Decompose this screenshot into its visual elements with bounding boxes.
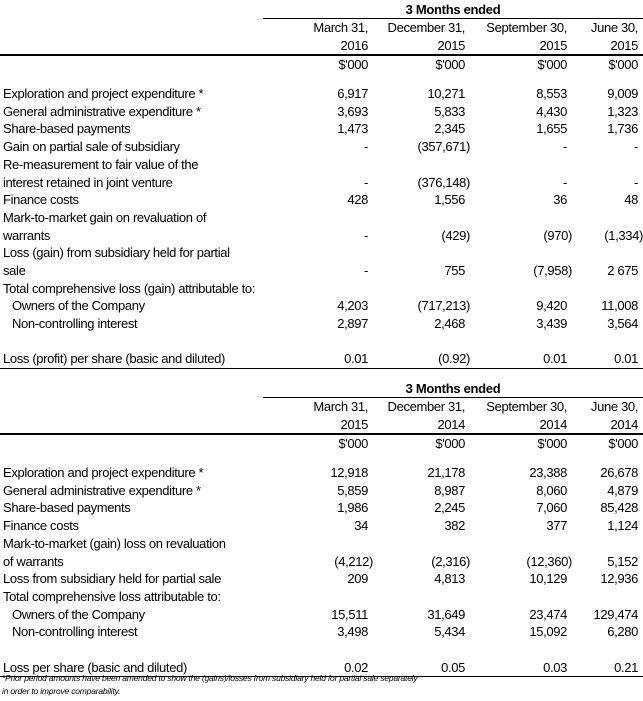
value-text: 6,917 xyxy=(337,86,368,102)
value-text: 6,280 xyxy=(607,624,638,640)
row-value xyxy=(372,227,468,245)
blank-cell xyxy=(0,398,263,416)
value-text: 34 xyxy=(354,518,368,534)
date-header xyxy=(0,19,643,56)
value-text: 5,833 xyxy=(434,103,465,119)
value-text: 129,474 xyxy=(593,606,638,622)
row-value xyxy=(372,138,468,156)
row-value xyxy=(468,227,570,245)
table-row xyxy=(0,209,643,227)
row-label: Exploration and project expenditure * xyxy=(3,465,204,481)
value-text: 382 xyxy=(444,518,465,534)
row-value xyxy=(468,297,570,315)
blank-cell xyxy=(0,435,263,453)
date-header-row xyxy=(0,398,643,416)
table-body xyxy=(0,85,643,369)
value-text: 10,129 xyxy=(529,571,567,587)
value-text: (12,360) xyxy=(526,553,572,569)
row-value xyxy=(263,120,372,138)
row-value xyxy=(263,174,372,192)
row-label: Owners of the Company xyxy=(12,606,145,622)
table-body xyxy=(0,464,643,677)
row-value xyxy=(372,499,468,517)
value-text: 1,124 xyxy=(607,518,638,534)
row-value xyxy=(372,464,468,482)
row-value xyxy=(570,120,643,138)
value-text: 4,813 xyxy=(434,571,465,587)
value-text: 2,345 xyxy=(434,121,465,137)
table-row xyxy=(0,138,643,156)
value-text: 85,428 xyxy=(600,500,638,516)
row-value xyxy=(570,227,643,245)
row-value xyxy=(570,464,643,482)
row-value xyxy=(570,570,643,588)
unit-label: $'000 xyxy=(338,436,368,452)
value-text: (970) xyxy=(543,227,572,243)
row-value xyxy=(468,138,570,156)
blank-cell xyxy=(0,37,263,55)
row-value xyxy=(468,350,570,368)
value-text: 428 xyxy=(347,192,368,208)
row-value xyxy=(263,191,372,209)
unit-label: $'000 xyxy=(435,57,465,73)
spacer xyxy=(0,333,643,351)
value-text: 23,474 xyxy=(529,606,567,622)
row-value xyxy=(468,606,570,624)
value-text: - xyxy=(364,174,368,190)
row-value xyxy=(263,138,372,156)
value-text: 1,655 xyxy=(536,121,567,137)
table-row xyxy=(0,174,643,192)
value-text: 2,468 xyxy=(434,316,465,331)
row-value xyxy=(372,350,468,368)
table-row xyxy=(0,570,643,588)
column-date: 2015 xyxy=(539,37,567,53)
row-value xyxy=(570,174,643,192)
row-value xyxy=(468,570,570,588)
value-text: 15,511 xyxy=(331,606,368,622)
date-header-row xyxy=(0,416,643,434)
table-row xyxy=(0,553,643,571)
row-value xyxy=(570,315,643,333)
row-value xyxy=(372,85,468,103)
row-value xyxy=(372,315,468,333)
row-label: Non-controlling interest xyxy=(12,624,138,640)
column-date: September 30, xyxy=(486,20,567,35)
row-label: Loss (profit) per share (basic and diluted) xyxy=(3,351,225,367)
row-value xyxy=(468,499,570,517)
column-date: March 31, xyxy=(313,20,368,35)
value-text: 209 xyxy=(347,571,368,587)
value-text: 7,060 xyxy=(536,500,567,516)
financial-table-2016-2015 xyxy=(0,1,643,369)
date-header-row xyxy=(0,37,643,55)
row-value xyxy=(468,482,570,500)
row-value xyxy=(570,499,643,517)
row-label: Owners of the Company xyxy=(12,298,145,314)
value-text: (1,334) xyxy=(604,227,643,243)
row-value xyxy=(468,464,570,482)
value-text: 8,553 xyxy=(536,86,567,102)
value-text: 0.21 xyxy=(614,659,638,675)
row-value xyxy=(468,553,570,571)
row-label: Finance costs xyxy=(3,518,79,534)
row-value xyxy=(372,297,468,315)
value-text: 3,564 xyxy=(607,316,638,331)
table-row xyxy=(0,588,643,606)
value-text: (0.92) xyxy=(438,351,470,367)
row-value xyxy=(468,174,570,192)
value-text: 9,420 xyxy=(536,298,567,314)
row-label: Total comprehensive loss attributable to: xyxy=(3,588,221,604)
row-value xyxy=(570,659,643,677)
row-value xyxy=(372,262,468,280)
row-value xyxy=(468,85,570,103)
row-label: Loss (gain) from subsidiary held for partial xyxy=(3,245,230,261)
row-label: General administrative expenditure * xyxy=(3,103,201,119)
value-text: 8,060 xyxy=(536,482,567,498)
footnote-line-2: in order to improve comparability. xyxy=(2,686,121,696)
value-text: 4,879 xyxy=(607,482,638,498)
row-value xyxy=(468,517,570,535)
value-text: 377 xyxy=(546,518,567,534)
value-text: 36 xyxy=(553,192,567,208)
column-date: 2014 xyxy=(437,416,465,432)
value-text: 26,678 xyxy=(600,465,638,481)
row-value xyxy=(570,623,643,641)
row-value xyxy=(263,103,372,121)
value-text: - xyxy=(364,139,368,155)
row-value xyxy=(570,553,643,571)
value-text: 0.01 xyxy=(543,351,567,367)
spacer xyxy=(0,453,643,464)
row-value xyxy=(570,517,643,535)
value-text: 4,430 xyxy=(536,103,567,119)
row-label: Loss from subsidiary held for partial sale xyxy=(3,571,221,587)
table-row xyxy=(0,227,643,245)
value-text: 3,439 xyxy=(536,316,567,331)
table-row xyxy=(0,535,643,553)
column-date: 2015 xyxy=(340,416,368,432)
value-text: 5,859 xyxy=(337,482,368,498)
table-row xyxy=(0,517,643,535)
row-value xyxy=(263,553,372,571)
row-value xyxy=(263,623,372,641)
row-label: Mark-to-market (gain) loss on revaluation xyxy=(3,535,226,551)
row-value xyxy=(263,85,372,103)
value-text: 15,092 xyxy=(529,624,567,640)
column-date: June 30, xyxy=(590,399,638,414)
value-text: 0.02 xyxy=(344,659,368,675)
value-text: 11,008 xyxy=(601,298,638,314)
row-value xyxy=(372,120,468,138)
column-date: December 31, xyxy=(387,20,465,35)
row-value xyxy=(570,297,643,315)
value-text: 1,986 xyxy=(337,500,368,516)
table-row xyxy=(0,103,643,121)
row-label: Exploration and project expenditure * xyxy=(3,86,204,102)
value-text: 9,009 xyxy=(607,86,638,102)
value-text: 0.05 xyxy=(441,659,465,675)
row-value xyxy=(263,297,372,315)
unit-label: $'000 xyxy=(608,57,638,73)
table-row xyxy=(0,315,643,333)
column-date: 2015 xyxy=(610,37,638,53)
row-label: interest retained in joint venture xyxy=(3,174,173,190)
row-value xyxy=(372,553,468,571)
row-value xyxy=(372,191,468,209)
blank-cell xyxy=(0,56,263,74)
row-label: Total comprehensive loss (gain) attributable to: xyxy=(3,280,256,296)
value-text: 1,323 xyxy=(607,103,638,119)
table-title: 3 Months ended xyxy=(263,380,643,398)
column-date: 2016 xyxy=(340,37,368,53)
unit-label: $'000 xyxy=(608,436,638,452)
spacer xyxy=(0,74,643,85)
row-value xyxy=(263,315,372,333)
row-value xyxy=(263,227,372,245)
value-text: 1,556 xyxy=(434,192,465,208)
value-text: 12,918 xyxy=(330,465,368,481)
row-label: warrants xyxy=(3,227,51,243)
row-value xyxy=(570,138,643,156)
row-value xyxy=(570,103,643,121)
value-text: 5,434 xyxy=(434,624,465,640)
table-row xyxy=(0,280,643,298)
column-date: 2014 xyxy=(610,416,638,432)
table-row xyxy=(0,482,643,500)
row-value xyxy=(263,517,372,535)
value-text: 3,498 xyxy=(337,624,368,640)
value-text: 0.01 xyxy=(344,351,368,367)
value-text: - xyxy=(364,227,368,243)
value-text: 48 xyxy=(624,192,638,208)
value-text: 5,152 xyxy=(607,553,638,569)
unit-label: $'000 xyxy=(338,57,368,73)
value-text: (357,671) xyxy=(417,139,470,155)
value-text: 8,987 xyxy=(434,482,465,498)
column-date: September 30, xyxy=(486,399,567,414)
value-text: (717,213) xyxy=(417,298,470,314)
table-row xyxy=(0,350,643,368)
row-label: Share-based payments xyxy=(3,500,131,516)
value-text: (376,148) xyxy=(417,174,470,190)
value-text: 2 675 xyxy=(607,262,638,278)
row-label: Loss per share (basic and diluted) xyxy=(3,659,187,675)
row-value xyxy=(468,623,570,641)
financial-table-2015-2014 xyxy=(0,380,643,677)
row-label: General administrative expenditure * xyxy=(3,482,201,498)
unit-label: $'000 xyxy=(537,57,567,73)
date-header xyxy=(0,398,643,435)
value-text: (7,958) xyxy=(533,262,572,278)
row-value xyxy=(570,350,643,368)
row-value xyxy=(570,85,643,103)
spacer xyxy=(0,641,643,659)
row-label: sale xyxy=(3,262,26,278)
row-value xyxy=(570,606,643,624)
column-date: June 30, xyxy=(590,20,638,35)
row-value xyxy=(263,464,372,482)
row-value xyxy=(263,482,372,500)
unit-label: $'000 xyxy=(435,436,465,452)
row-value xyxy=(468,315,570,333)
row-value xyxy=(570,482,643,500)
value-text: - xyxy=(563,139,567,155)
row-value xyxy=(468,191,570,209)
table-row xyxy=(0,120,643,138)
table-row xyxy=(0,464,643,482)
value-text: 2,245 xyxy=(434,500,465,516)
row-value xyxy=(263,262,372,280)
value-text: 1,473 xyxy=(337,121,368,137)
value-text: 3,693 xyxy=(337,103,368,119)
footnote-line-1: *Prior period amounts have been amended to show the (gains)/losses from subsidiary held for partial sale separately xyxy=(2,673,418,683)
value-text: - xyxy=(634,139,638,155)
row-label: Mark-to-market gain on revaluation of xyxy=(3,209,207,225)
footnote xyxy=(2,672,417,698)
value-text: 12,936 xyxy=(600,571,638,587)
row-value xyxy=(372,570,468,588)
value-text: 0.01 xyxy=(614,351,638,367)
row-value xyxy=(468,120,570,138)
table-row xyxy=(0,244,643,262)
column-date: December 31, xyxy=(387,399,465,414)
value-text: 31,649 xyxy=(427,606,465,622)
row-value xyxy=(372,517,468,535)
row-value xyxy=(263,499,372,517)
row-value xyxy=(570,262,643,280)
table-row xyxy=(0,623,643,641)
table-row xyxy=(0,85,643,103)
value-text: 21,178 xyxy=(427,465,465,481)
row-value xyxy=(570,191,643,209)
value-text: 4,203 xyxy=(337,298,368,314)
row-value xyxy=(372,482,468,500)
value-text: 23,388 xyxy=(529,465,567,481)
table-row xyxy=(0,499,643,517)
row-value xyxy=(372,174,468,192)
value-text: - xyxy=(563,174,567,190)
row-value xyxy=(468,262,570,280)
blank-cell xyxy=(0,416,263,434)
row-value xyxy=(468,659,570,677)
table-row xyxy=(0,191,643,209)
value-text: (4,212) xyxy=(334,553,373,569)
table-row xyxy=(0,297,643,315)
unit-row xyxy=(0,435,643,453)
row-value xyxy=(263,350,372,368)
column-date: 2014 xyxy=(539,416,567,432)
date-header-row xyxy=(0,19,643,37)
value-text: - xyxy=(364,262,368,278)
blank-cell xyxy=(0,19,263,37)
column-date: March 31, xyxy=(313,399,368,414)
table-row xyxy=(0,262,643,280)
row-value xyxy=(468,103,570,121)
row-value xyxy=(263,606,372,624)
value-text: 10,271 xyxy=(427,86,465,102)
row-value xyxy=(263,570,372,588)
table-row xyxy=(0,156,643,174)
row-value xyxy=(372,103,468,121)
unit-row xyxy=(0,56,643,74)
row-label: Re-measurement to fair value of the xyxy=(3,156,199,172)
value-text: (429) xyxy=(441,227,470,243)
row-value xyxy=(372,623,468,641)
value-text: 2,897 xyxy=(337,316,368,331)
value-text: 0.03 xyxy=(543,659,567,675)
row-value xyxy=(372,606,468,624)
value-text: - xyxy=(634,174,638,190)
column-date: 2015 xyxy=(437,37,465,53)
row-label: Finance costs xyxy=(3,192,79,208)
table-title: 3 Months ended xyxy=(263,1,643,19)
value-text: (2,316) xyxy=(431,553,470,569)
table-row xyxy=(0,606,643,624)
value-text: 1,736 xyxy=(607,121,638,137)
row-label: of warrants xyxy=(3,553,64,569)
row-label: Share-based payments xyxy=(3,121,131,137)
row-label: Non-controlling interest xyxy=(12,316,138,331)
unit-label: $'000 xyxy=(537,436,567,452)
row-label: Gain on partial sale of subsidiary xyxy=(3,139,180,155)
value-text: 755 xyxy=(444,262,465,278)
